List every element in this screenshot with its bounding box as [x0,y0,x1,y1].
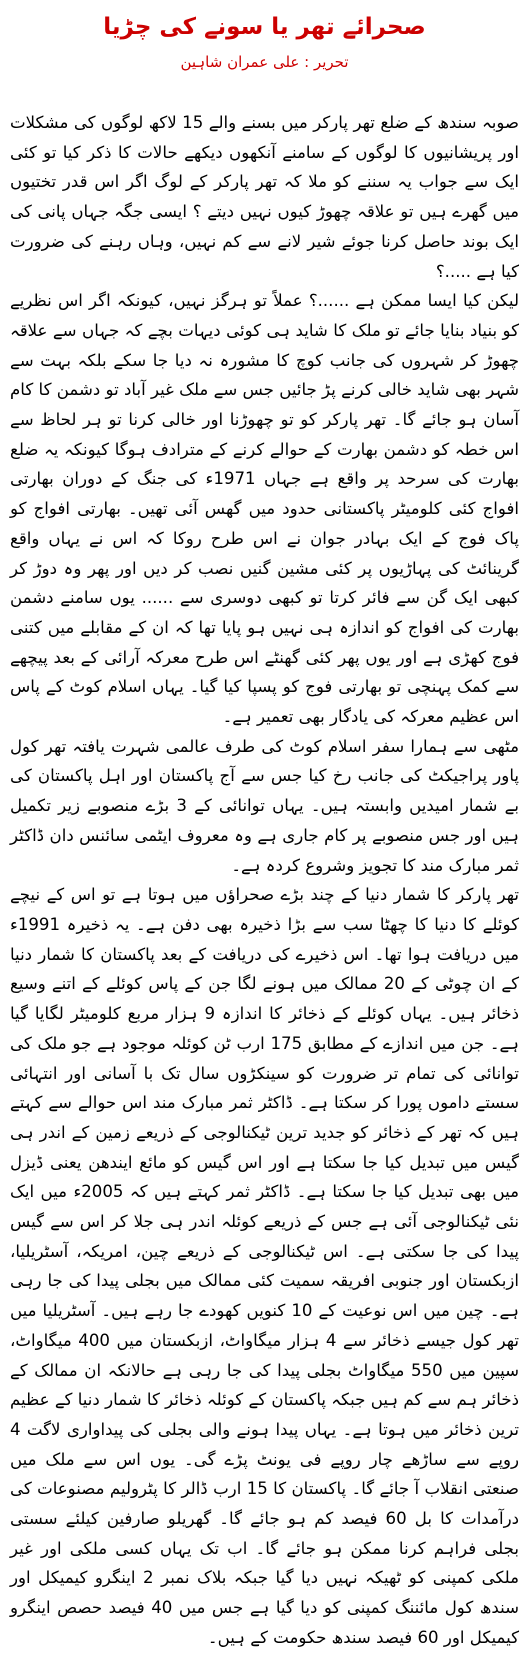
article-byline: تحریر : علی عمران شاہین [180,53,349,71]
paragraph-4: تھر پارکر کا شمار دنیا کے چند بڑے صحراؤں میں ہوتا ہے تو اس کے نیچے کوئلے کا دنیا کا چھٹا سب سے بڑا ذخیرہ بھی دفن ہے۔ یہ ذخیرہ 1991ء میں دریافت ہوا تھا۔ اس ذخیرے کی دریافت کے بعد پاکستان کا شمار دنیا کے ان چوٹی کے 20 ممالک میں ہونے لگا جن کے پاس کوئلے کے اتنے وسیع ذخائر ہیں۔ یہاں کوئلے کے ذخائر کا اندازہ 9 ہزار مربع کلومیٹر لگایا گیا ہے۔ جن میں اندازے کے مطابق 175 ارب ٹن کوئلہ موجود ہے جو ملک کی توانائی کی تمام تر ضرورت کو سینکڑوں سال تک با آسانی اور انتہائی سستے داموں پورا کر سکتا ہے۔ ڈاکٹر ثمر مبارک مند اس حوالے سے کہتے ہیں کہ تھر کے ذخائر کو جدید ترین ٹیکنالوجی کے ذریعے زمین کے اندر ہی گیس میں تبدیل کیا جا سکتا ہے اور اس گیس کو مائع ایندھن یعنی ڈیزل میں بھی تبدیل کیا جا سکتا ہے۔ ڈاکٹر ثمر کہتے ہیں کہ 2005ء میں ایک نئی ٹیکنالوجی آئی ہے جس کے ذریعے کوئلہ اندر ہی جلا کر اس سے گیس پیدا کی جا سکتی ہے۔ اس ٹیکنالوجی کے ذریعے چین، امریکہ، آسٹریلیا، ازبکستان اور جنوبی افریقہ سمیت کئی ممالک میں بجلی پیدا کی جا رہی ہے۔ چین میں اس نوعیت کے 10 کنویں کھودے جا رہے ہیں۔ آسٹریلیا میں تھر کول جیسے ذخائر سے 4 ہزار میگاواٹ، ازبکستان میں 400 میگاواٹ، سپین میں 550 میگاواٹ بجلی پیدا کی جا رہی ہے حالانکہ ان ممالک کے ذخائر ہم سے کم ہیں جبکہ پاکستان کے کوئلہ ذخائر کا شمار دنیا کے عظیم ترین ذخائر میں ہوتا ہے۔ یہاں پیدا ہونے والی بجلی کی پیداواری لاگت 4 روپے سے ساڑھے چار روپے فی یونٹ پڑے گی۔ یوں اس سے ملک میں صنعتی انقلاب آ جائے گا۔ پاکستان کا 15 ارب ڈالر کا پٹرولیم مصنوعات کی درآمدات کا بل 60 فیصد کم ہو جائے گا۔ گھریلو صارفین کیلئے سستی بجلی فراہم کرنا ممکن ہو جائے گا۔ اب تک یہاں کسی ملکی اور غیر ملکی کمپنی کو ٹھیکہ نہیں دیا گیا جبکہ بلاک نمبر 2 اینگرو کیمیکل اور سندھ کول مائننگ کمپنی کو دیا گیا ہے جس میں 40 فیصد حصص اینگرو کیمیکل اور 60 فیصد سندھ حکومت کے ہیں۔ [10,885,520,1647]
article-body [10,108,519,1653]
paragraph-2: لیکن کیا ایسا ممکن ہے ......؟ عملاً تو ہرگز نہیں، کیونکہ اگر اس نظریے کو بنیاد بنایا جائے تو ملک کا شاید ہی کوئی دیہات بچے کہ جہاں سے علاقہ چھوڑ کر شہروں کی جانب کوچ کا مشورہ نہ دیا جا سکے بلکہ بہت سے شہر بھی شاید خالی کرنے پڑ جائیں جس سے ملک غیر آباد تو دشمن کا کام آسان ہو جائے گا۔ تھر پارکر کو تو چھوڑنا اور خالی کرنا تو ہر لحاظ سے اس خطہ کو دشمن بھارت کے حوالے کرنے کے مترادف ہوگا کیونکہ یہ ضلع بھارت کی سرحد پر واقع ہے جہاں 1971ء کی جنگ کے دوران بھارتی افواج کئی کلومیٹر پاکستانی حدود میں گھس آئی تھیں۔ بھارتی افواج کو پاک فوج کے ایک بہادر جوان نے اس طرح روکا کہ اس نے یہاں واقع گرینائٹ کی پہاڑیوں پر کئی مشین گنیں نصب کر دیں اور پھر وہ دوڑ کر کبھی ایک گن سے فائر کرتا تو کبھی دوسری سے ...... یوں سامنے دشمن بھارت کی افواج کو اندازہ ہی نہیں ہو پایا تھا کہ ان کے مقابلے میں کتنی فوج کھڑی ہے اور یوں پھر کئی گھنٹے اس طرح معرکہ آرائی کے بعد پیچھے سے کمک پہنچی تو بھارتی فوج کو پسپا کیا گیا۔ یہاں اسلام کوٹ کے پاس اس عظیم معرکہ کی یادگار بھی تعمیر ہے۔ [10,291,519,727]
article-title: صحرائے تھر یا سونے کی چڑیا [103,14,426,40]
paragraph-3: مٹھی سے ہمارا سفر اسلام کوٹ کی طرف عالمی شہرت یافتہ تھر کول پاور پراجیکٹ کی جانب رخ کیا جس سے آج پاکستان اور اہل پاکستان کی بے شمار امیدیں وابستہ ہیں۔ یہاں توانائی کے 3 بڑے منصوبے زیر تکمیل ہیں اور جس منصوبے پر کام جاری ہے وہ معروف ایٹمی سائنس دان ڈاکٹر ثمر مبارک مند کا تجویز وشروع کردہ ہے۔ [10,736,519,875]
paragraph-1: صوبہ سندھ کے ضلع تھر پارکر میں بسنے والے 15 لاکھ لوگوں کی مشکلات اور پریشانیوں کا لوگوں کے سامنے آنکھوں دیکھے حالات کا ذکر کیا تو کئی ایک سے جواب یہ سننے کو ملا کہ تھر پارکر کے لوگ اگر اس قدر تختیوں میں گھرے ہیں تو علاقہ چھوڑ کیوں نہیں دیتے ؟ ایسی جگہ جہاں پانی کی ایک بوند حاصل کرنا جوئے شیر لانے سے کم نہیں، وہاں رہنے کی ضرورت کیا ہے .....؟ [10,113,520,281]
